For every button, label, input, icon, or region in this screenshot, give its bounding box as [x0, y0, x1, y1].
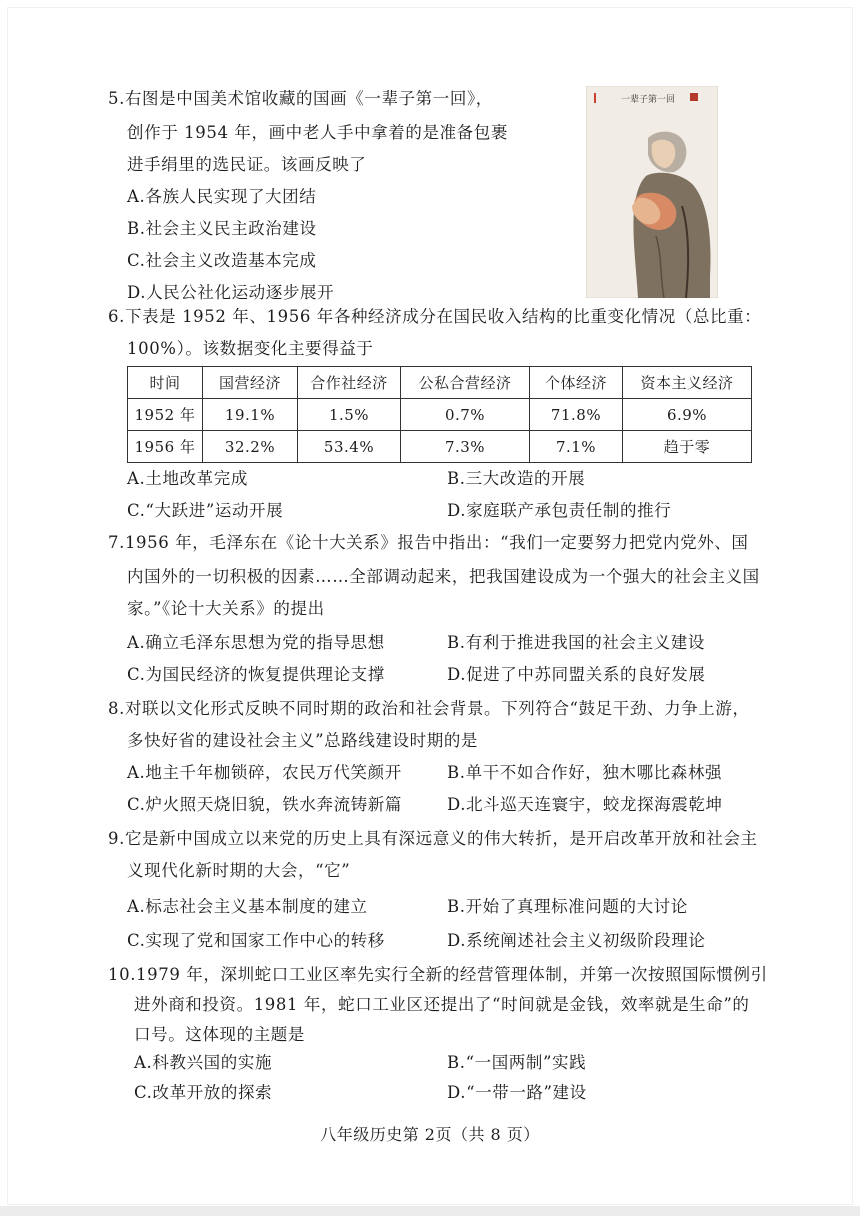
q9-stem-line-2: 义现代化新时期的大会，“它” [127, 861, 351, 880]
q8-option-b: B.单干不如合作好，独木哪比森林强 [447, 763, 723, 782]
q8-stem-line-1: 8.对联以文化形式反映不同时期的政治和社会背景。下列符合“鼓足干劲、力争上游， [108, 699, 750, 718]
svg-text:一辈子第一回: 一辈子第一回 [620, 95, 676, 105]
q6-option-d: D.家庭联产承包责任制的推行 [447, 501, 672, 520]
table-cell: 32.2% [203, 431, 298, 463]
q7-option-c: C.为国民经济的恢复提供理论支撑 [127, 665, 385, 684]
table-cell: 1956 年 [128, 431, 203, 463]
table-header-cell: 个体经济 [530, 367, 623, 399]
q5-option-d: D.人民公社化运动逐步展开 [127, 283, 335, 302]
q8-option-a: A.地主千年枷锁碎，农民万代笑颜开 [127, 763, 402, 782]
q7-stem-line-1: 7.1956 年，毛泽东在《论十大关系》报告中指出：“我们一定要努力把党内党外、国 [108, 533, 749, 552]
table-header-cell: 时间 [128, 367, 203, 399]
table-cell: 6.9% [623, 399, 752, 431]
q5-option-c: C.社会主义改造基本完成 [127, 251, 317, 270]
q5-stem-line-2: 创作于 1954 年，画中老人手中拿着的是准备包裹 [127, 123, 508, 142]
q8-option-d: D.北斗巡天连寰宇，蛟龙探海震乾坤 [447, 795, 723, 814]
table-cell: 71.8% [530, 399, 623, 431]
q7-stem-line-3: 家。”《论十大关系》的提出 [127, 599, 325, 618]
q7-stem-line-2: 内国外的一切积极的因素……全部调动起来，把我国建设成为一个强大的社会主义国 [127, 567, 760, 586]
table-cell: 7.3% [401, 431, 530, 463]
q6-stem-line-2: 100%）。该数据变化主要得益于 [127, 339, 374, 358]
q9-option-b: B.开始了真理标准问题的大讨论 [447, 897, 688, 916]
q7-option-d: D.促进了中苏同盟关系的良好发展 [447, 665, 706, 684]
q9-option-d: D.系统阐述社会主义初级阶段理论 [447, 931, 706, 950]
q10-option-b: B.“一国两制”实践 [447, 1053, 587, 1072]
q6-option-b: B.三大改造的开展 [447, 469, 586, 488]
scan-bottom-edge [0, 1206, 860, 1216]
q8-stem-line-2: 多快好省的建设社会主义”总路线建设时期的是 [127, 731, 479, 750]
q5-stem-line-3: 进手绢里的选民证。该画反映了 [127, 155, 367, 174]
q10-option-d: D.“一带一路”建设 [447, 1083, 587, 1102]
painting-image [586, 86, 718, 298]
q6-option-a: A.土地改革完成 [127, 469, 248, 488]
table-header-cell: 合作社经济 [298, 367, 401, 399]
q10-option-c: C.改革开放的探索 [134, 1083, 273, 1102]
table-cell: 0.7% [401, 399, 530, 431]
q5-option-a: A.各族人民实现了大团结 [127, 187, 317, 206]
q7-option-a: A.确立毛泽东思想为党的指导思想 [127, 633, 385, 652]
q9-stem-line-1: 9.它是新中国成立以来党的历史上具有深远意义的伟大转折，是开启改革开放和社会主 [108, 829, 758, 848]
table-cell: 53.4% [298, 431, 401, 463]
q10-stem-line-3: 口号。这体现的主题是 [134, 1025, 305, 1044]
q9-option-a: A.标志社会主义基本制度的建立 [127, 897, 368, 916]
q5-option-b: B.社会主义民主政治建设 [127, 219, 317, 238]
table-row [128, 431, 752, 463]
table-header-row [128, 367, 752, 399]
table-cell: 19.1% [203, 399, 298, 431]
table-row [128, 399, 752, 431]
table-header-cell: 公私合营经济 [401, 367, 530, 399]
q9-option-c: C.实现了党和国家工作中心的转移 [127, 931, 385, 950]
table-cell: 1.5% [298, 399, 401, 431]
q10-stem-line-2: 进外商和投资。1981 年，蛇口工业区还提出了“时间就是金钱，效率就是生命”的 [134, 995, 750, 1014]
q6-stem-line-1: 6.下表是 1952 年、1956 年各种经济成分在国民收入结构的比重变化情况（总比重： [108, 307, 762, 326]
q7-option-b: B.有利于推进我国的社会主义建设 [447, 633, 705, 652]
q10-option-a: A.科教兴国的实施 [134, 1053, 273, 1072]
q10-stem-line-1: 10.1979 年，深圳蛇口工业区率先实行全新的经营管理体制，并第一次按照国际惯例引 [108, 965, 768, 984]
table-cell: 7.1% [530, 431, 623, 463]
table-header-cell: 资本主义经济 [623, 367, 752, 399]
table-header-cell: 国营经济 [203, 367, 298, 399]
page-footer: 八年级历史第 2页（共 8 页） [320, 1125, 540, 1144]
table-cell: 1952 年 [128, 399, 203, 431]
q6-option-c: C.“大跃进”运动开展 [127, 501, 284, 520]
income-structure-table [127, 366, 752, 463]
q5-stem-line-1: 5.右图是中国美术馆收藏的国画《一辈子第一回》， [108, 89, 493, 108]
q8-option-c: C.炉火照天烧旧貌，铁水奔流铸新篇 [127, 795, 402, 814]
table-cell: 趋于零 [623, 431, 752, 463]
